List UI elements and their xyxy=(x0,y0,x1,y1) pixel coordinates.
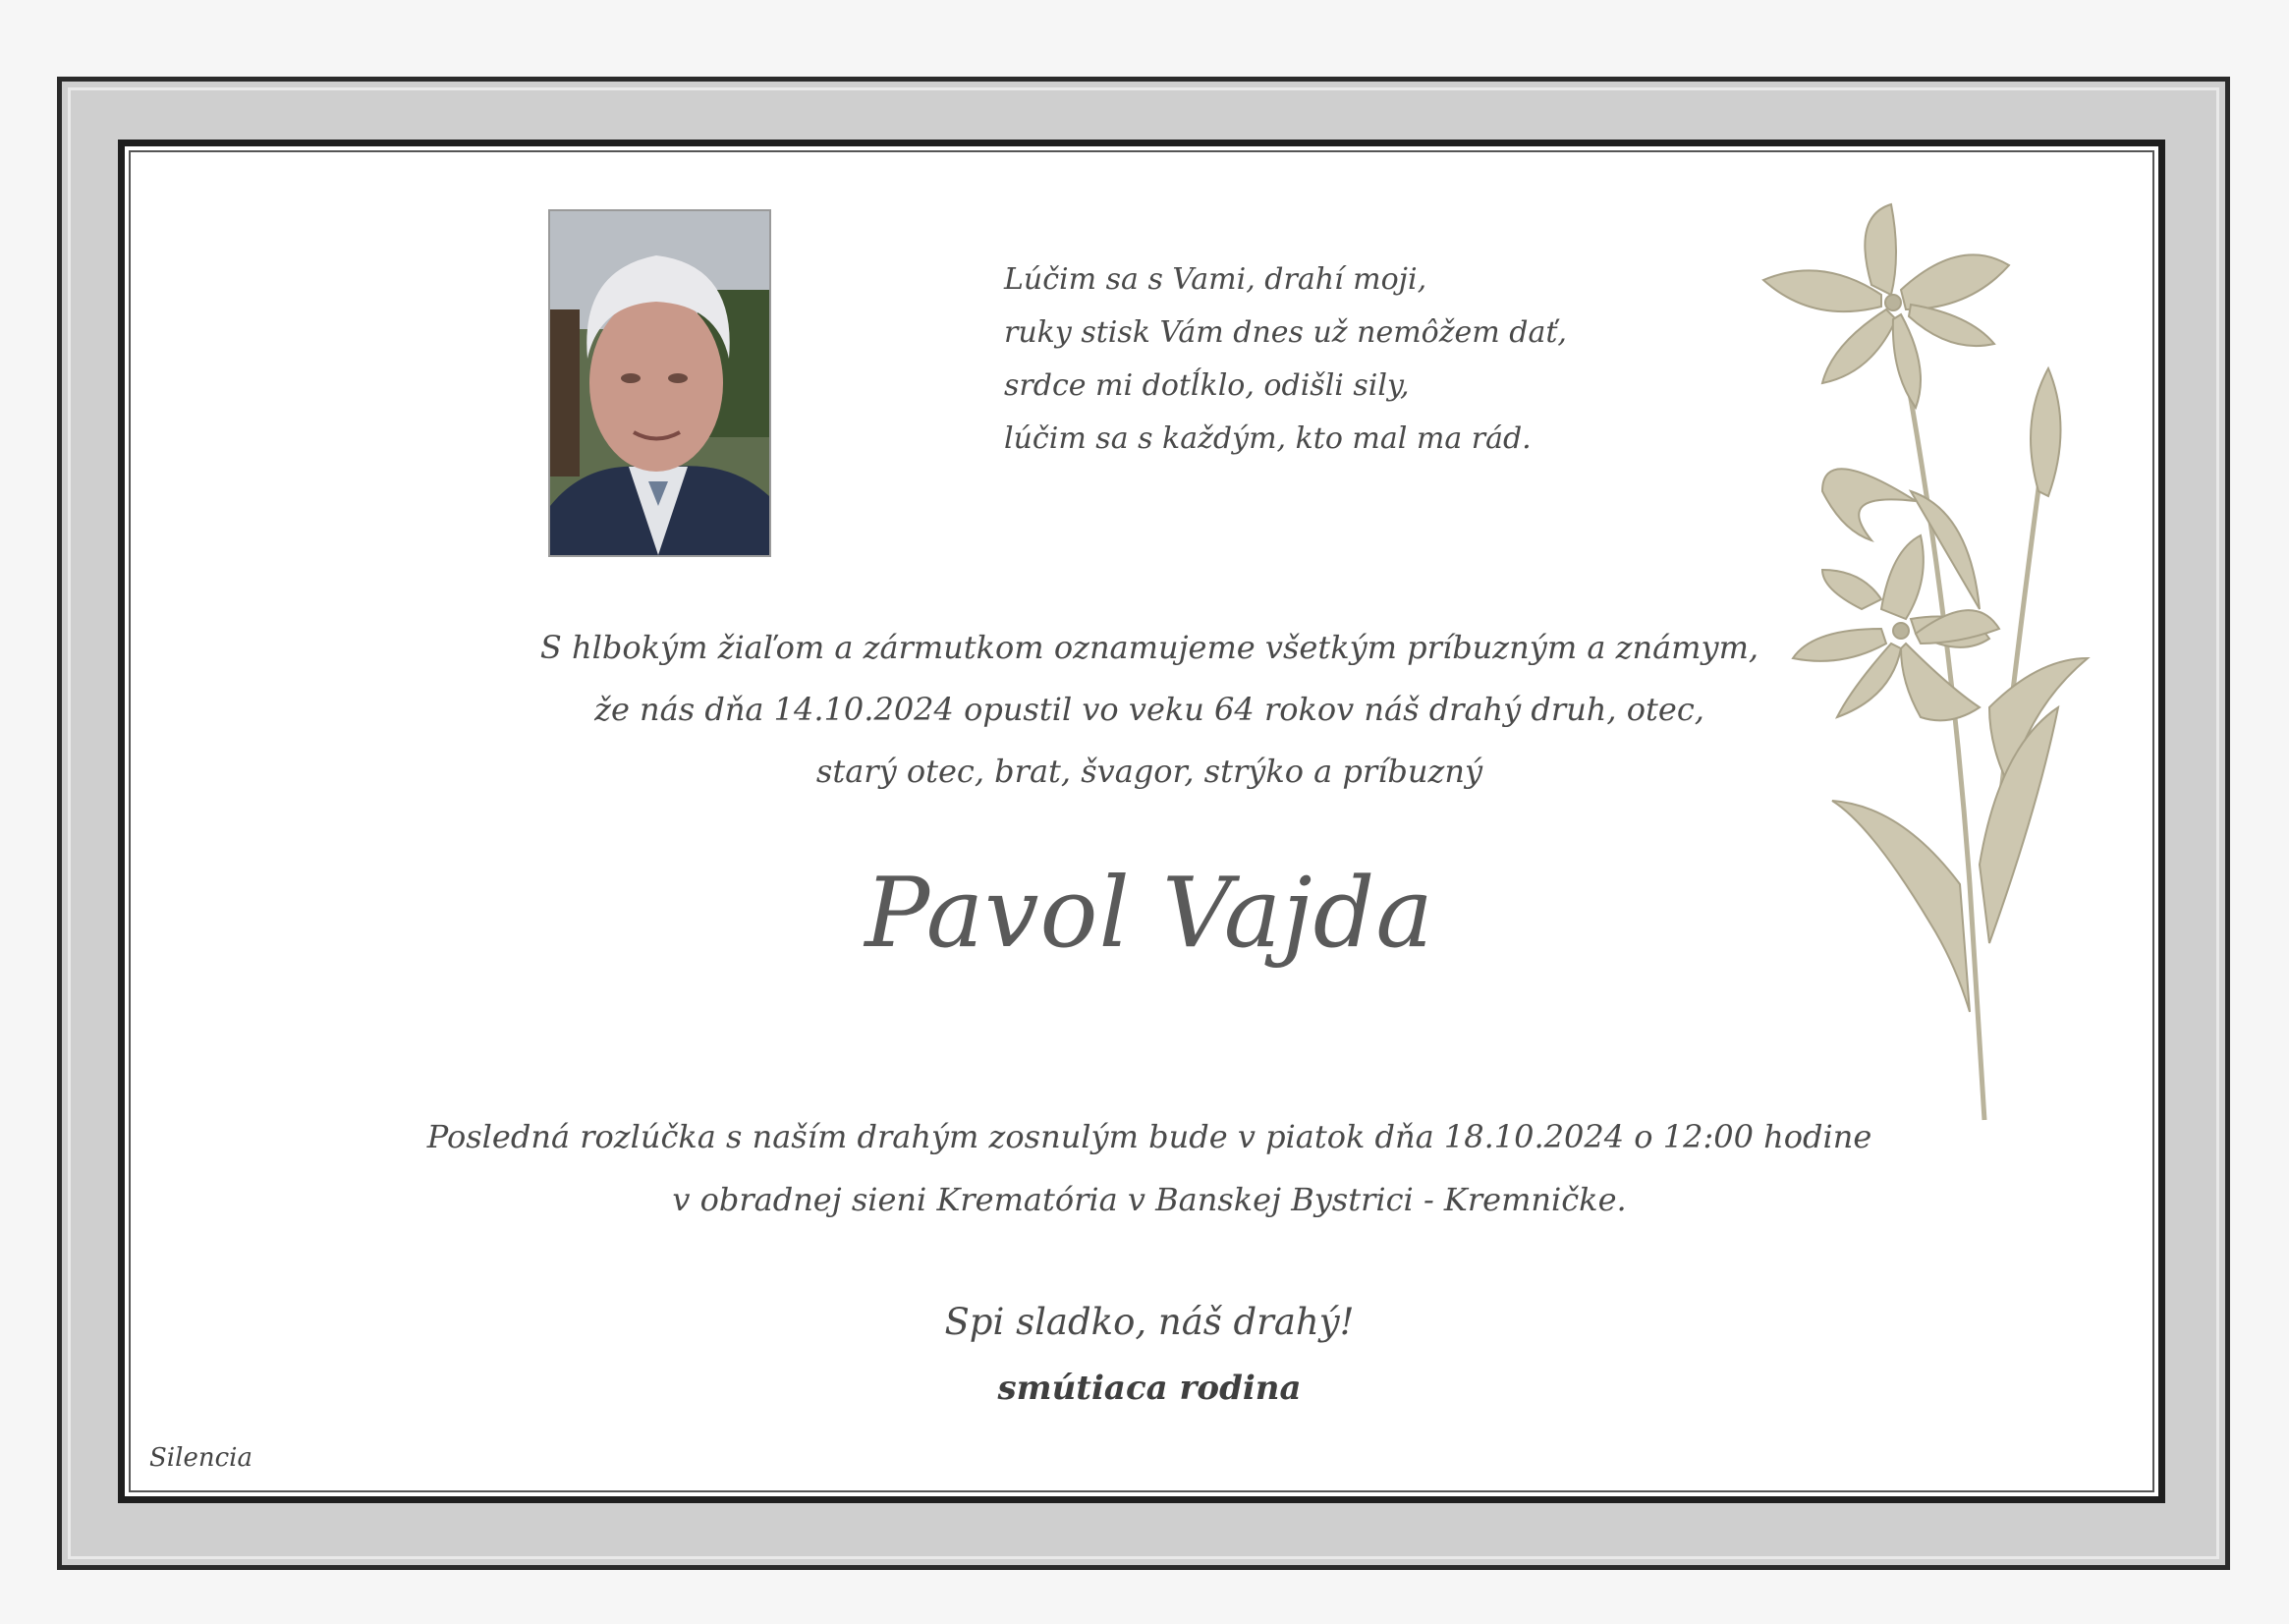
closing-phrase: Spi sladko, náš drahý! xyxy=(944,1301,1355,1343)
poem-line-3: srdce mi dotĺklo, odišli sily, xyxy=(1004,368,1410,403)
lily-flower-icon xyxy=(1744,196,2137,1130)
poem-line-2: ruky stisk Vám dnes už nemôžem dať, xyxy=(1004,315,1567,350)
portrait-illustration xyxy=(550,211,769,555)
family-signature: smútiaca rodina xyxy=(997,1369,1302,1408)
ceremony-line-1: Posledná rozlúčka s naším drahým zosnulým bude v piatok dňa 18.10.2024 o 12:00 hodine xyxy=(426,1118,1872,1155)
portrait-photo xyxy=(548,209,771,557)
announcement-line-1: S hlbokým žiaľom a zármutkom oznamujeme všetkým príbuzným a známym, xyxy=(539,629,1759,666)
poem-line-1: Lúčim sa s Vami, drahí moji, xyxy=(1004,262,1427,297)
announcement-line-2: že nás dňa 14.10.2024 opustil vo veku 64 rokov náš drahý druh, otec, xyxy=(594,691,1704,728)
announcement-line-3: starý otec, brat, švagor, strýko a príbuzný xyxy=(815,753,1483,790)
brand-mark: Silencia xyxy=(149,1443,252,1473)
announcement-text xyxy=(334,617,1965,803)
deceased-name: Pavol Vajda xyxy=(865,858,1434,970)
poem-line-4: lúčim sa s každým, kto mal ma rád. xyxy=(1004,421,1532,456)
ceremony-line-2: v obradnej sieni Krematória v Banskej Bystrici - Kremničke. xyxy=(672,1181,1627,1218)
ceremony-info xyxy=(334,1105,1965,1231)
